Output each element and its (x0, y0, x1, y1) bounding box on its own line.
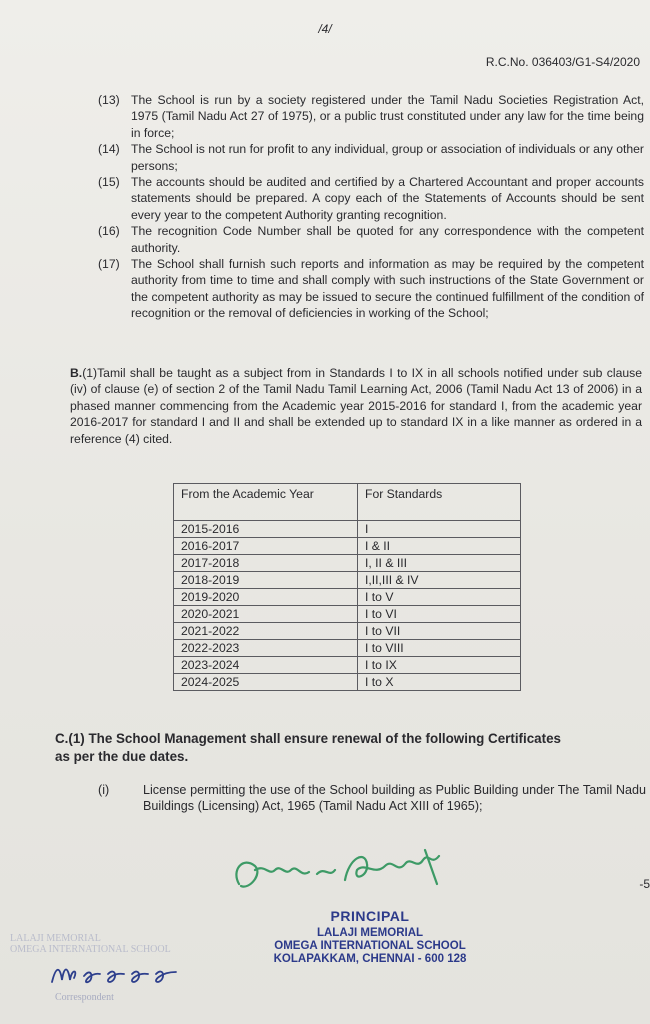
clause-15 (98, 174, 644, 223)
table-row (174, 521, 521, 538)
stamp-line: LALAJI MEMORIAL (316, 927, 424, 939)
table-cell: I to VIII (358, 640, 521, 657)
table-cell: 2020-2021 (174, 606, 358, 623)
clause-16 (98, 223, 644, 256)
correspondent-caption: Correspondent (55, 992, 114, 1003)
tamil-standards-table (173, 483, 521, 691)
table-cell: I, II & III (358, 555, 521, 572)
clause-number: (14) (98, 142, 120, 157)
stamp-line: OMEGA INTERNATIONAL SCHOOL (274, 940, 466, 952)
table-cell: 2015-2016 (174, 521, 358, 538)
clause-number: (13) (98, 93, 120, 107)
table-header-row (174, 484, 521, 521)
table-cell: I & II (358, 538, 521, 555)
clause-text: The accounts should be audited and certified by a Chartered Accountant and proper accounts statements should be prepared. A copy each of the Statements of Accounts should be sent every year to the competent Authority granting recognition. (131, 175, 644, 222)
table-cell: I to X (358, 674, 521, 691)
column-header: For Standards (358, 484, 521, 521)
clause-number: (16) (98, 224, 120, 239)
clause-14 (98, 141, 644, 174)
faded-stamp-line: OMEGA INTERNATIONAL SCHOOL (10, 944, 171, 955)
clause-list (98, 92, 644, 322)
correspondent-signature (48, 952, 193, 992)
section-b (70, 365, 642, 447)
table-cell: I,II,III & IV (358, 572, 521, 589)
reference-number: R.C.No. 036403/G1-S4/2020 (485, 55, 640, 69)
page-number: /4/ (318, 22, 332, 36)
table-cell: 2017-2018 (174, 555, 358, 572)
principal-stamp (250, 908, 490, 965)
section-c: C.(1) The School Management shall ensure renewal of the following Certificates as per the due dates. (55, 731, 561, 764)
table-cell: 2023-2024 (174, 657, 358, 674)
table-cell: 2019-2020 (174, 589, 358, 606)
section-b-label: B. (70, 366, 83, 380)
table-cell: I (358, 521, 521, 538)
clause-number: (17) (98, 257, 120, 272)
table-row (174, 623, 521, 640)
clause-13 (98, 92, 644, 141)
table-cell: 2018-2019 (174, 572, 358, 589)
sub-item-number: (i) (98, 783, 110, 797)
clause-text: The recognition Code Number shall be quoted for any correspondence with the competent authority. (131, 224, 644, 255)
table-row (174, 572, 521, 589)
table-cell: I to IX (358, 657, 521, 674)
column-header: From the Academic Year (174, 484, 358, 521)
stamp-title: PRINCIPAL (330, 908, 410, 924)
page-edge-mark: -5 (639, 877, 650, 891)
clause-text: The School shall furnish such reports and information as may be required by the competent authority from time to time and shall comply with such instructions of the State Government or the competent authority as may be issued to secure the continued fulfillment of the condition of recognition or the removal of deficiencies in working of the School; (131, 257, 644, 321)
table-row (174, 555, 521, 572)
table-row (174, 606, 521, 623)
sub-item-text: License permitting the use of the School building as Public Building under The Tamil Nadu Buildings (Licensing) Act, 1965 (Tamil Nadu Act XIII of 1965); (143, 783, 646, 814)
table-row (174, 657, 521, 674)
clause-text: The School is not run for profit to any individual, group or association of individuals or any other persons; (131, 142, 644, 173)
table-row (174, 589, 521, 606)
table-cell: 2022-2023 (174, 640, 358, 657)
table-cell: I to VI (358, 606, 521, 623)
principal-signature (225, 840, 450, 900)
table-row (174, 538, 521, 555)
stamp-line: KOLAPAKKAM, CHENNAI - 600 128 (273, 953, 467, 965)
faded-stamp-line: LALAJI MEMORIAL (10, 933, 101, 944)
section-b-text: (1)Tamil shall be taught as a subject from in Standards I to IX in all schools notified under sub clause (iv) of clause (e) of section 2 of the Tamil Nadu Tamil Learning Act, 2006 (Tamil Nadu Act 13 of 2006) in a phased manner commencing from the Academic year 2015-2016 for standard I, from the academic year 2016-2017 for standard I and II and shall be extended up to standard IX in a like manner as ordered in a reference (4) cited. (70, 366, 642, 446)
table-cell: I to V (358, 589, 521, 606)
table-row (174, 640, 521, 657)
table-row (174, 674, 521, 691)
clause-text: The School is run by a society registered under the Tamil Nadu Societies Registration Act, 1975 (Tamil Nadu Act 27 of 1975), or a public trust constituted under any law for the time being in force; (131, 93, 644, 140)
sub-item-i (98, 782, 646, 815)
table-cell: I to VII (358, 623, 521, 640)
table-cell: 2024-2025 (174, 674, 358, 691)
table-cell: 2021-2022 (174, 623, 358, 640)
clause-number: (15) (98, 175, 120, 190)
table-cell: 2016-2017 (174, 538, 358, 555)
clause-17 (98, 256, 644, 322)
